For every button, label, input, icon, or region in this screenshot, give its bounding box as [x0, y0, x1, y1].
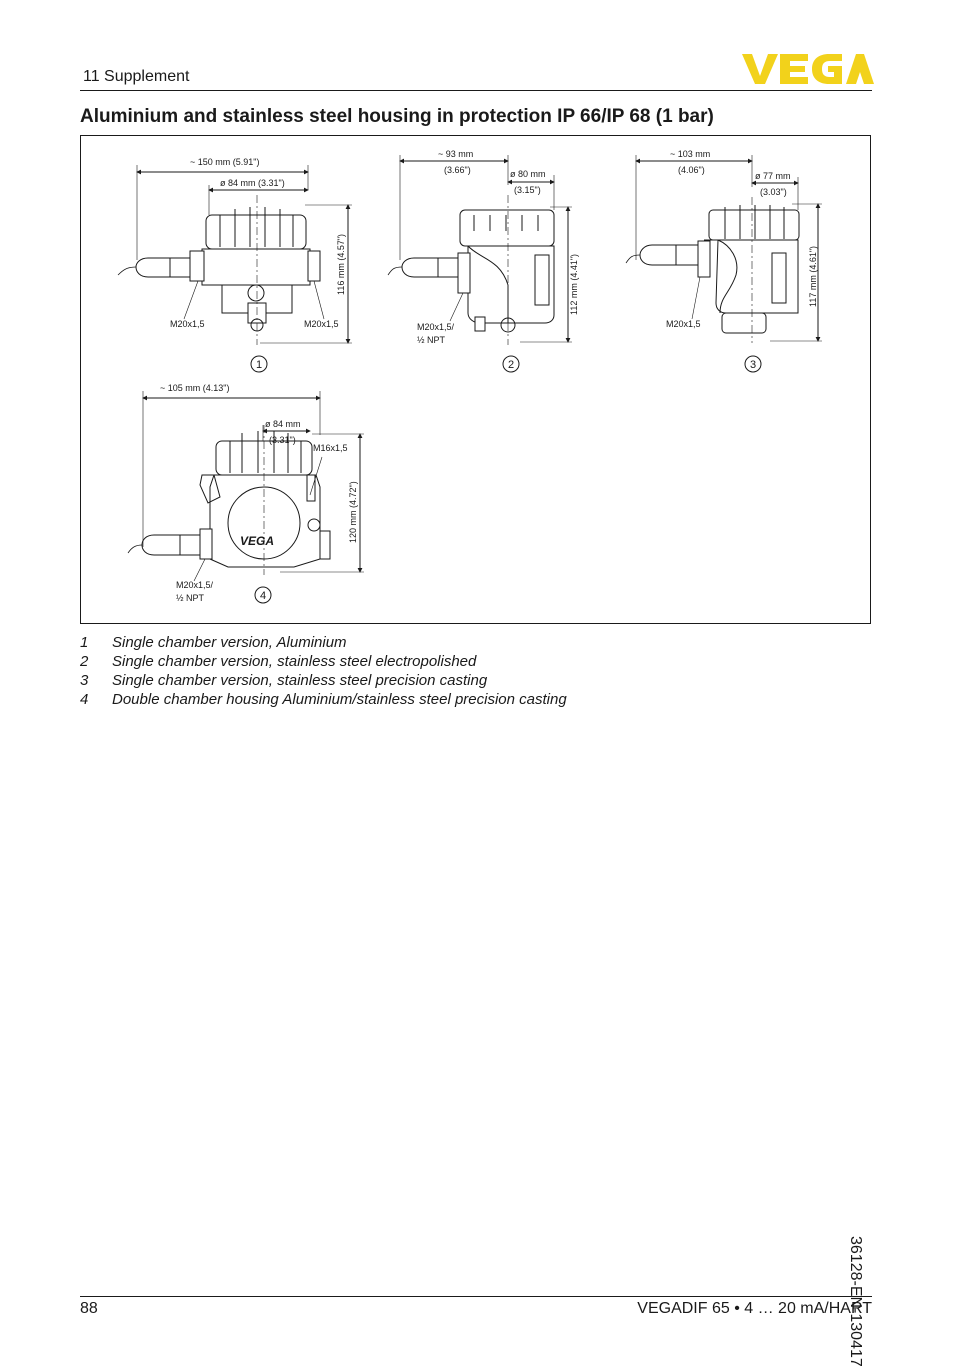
dim3-diameter: ø 77 mm [755, 171, 791, 181]
legend-text: Single chamber version, stainless steel precision casting [112, 672, 488, 689]
dim2-diameter-in: (3.15") [514, 185, 541, 195]
dim4-diameter-in: (3.31") [269, 435, 296, 445]
svg-text:3: 3 [749, 359, 757, 371]
legend-number: 4 [80, 691, 89, 708]
footer-product: VEGADIF 65 • 4 … 20 mA/HART [637, 1300, 872, 1317]
section-header: 11 Supplement [83, 68, 190, 85]
dim4-diameter: ø 84 mm [265, 419, 301, 429]
dim2-thread: M20x1,5/ [417, 322, 455, 332]
drawing-double-chamber-housing [128, 391, 364, 581]
legend-text: Single chamber version, Aluminium [112, 634, 347, 651]
legend-text: Double chamber housing Aluminium/stainless steel precision casting [112, 691, 567, 708]
dim1-thread-left: M20x1,5 [170, 319, 205, 329]
dim3-width-total: ~ 103 mm [670, 149, 711, 159]
svg-text:2: 2 [507, 359, 515, 371]
dim3-height: 117 mm (4.61") [808, 245, 818, 307]
dim3-thread: M20x1,5 [666, 319, 701, 329]
drawing-single-chamber-aluminium [118, 165, 352, 345]
dim4-width-total: ~ 105 mm (4.13") [160, 383, 230, 393]
housing-dimension-drawings [80, 135, 871, 624]
dim3-diameter-in: (3.03") [760, 187, 787, 197]
dim1-diameter: ø 84 mm (3.31") [220, 178, 285, 188]
dim2-width-total: ~ 93 mm [438, 149, 474, 159]
page-title: Aluminium and stainless steel housing in protection IP 66/IP 68 (1 bar) [80, 106, 714, 127]
svg-text:1: 1 [255, 359, 263, 371]
housing-vega-logo: VEGA [240, 534, 275, 548]
marker-4 [255, 587, 271, 603]
dim2-height: 112 mm (4.41") [569, 253, 579, 315]
dim4-thread-npt: ½ NPT [176, 593, 205, 603]
marker-1 [251, 356, 267, 372]
dim3-width-total-in: (4.06") [678, 165, 705, 175]
dim4-thread: M20x1,5/ [176, 580, 214, 590]
legend-number: 3 [80, 672, 89, 689]
legend-number: 1 [80, 634, 89, 651]
header-divider [80, 90, 872, 91]
drawing-single-chamber-stainless-electropolished [388, 155, 572, 345]
dim2-width-total-in: (3.66") [444, 165, 471, 175]
dim1-width-total: ~ 150 mm (5.91") [190, 157, 260, 167]
dim4-height: 120 mm (4.72") [348, 481, 358, 543]
dim1-thread-right: M20x1,5 [304, 319, 339, 329]
dim1-height: 116 mm (4.57") [336, 233, 346, 295]
drawing-single-chamber-stainless-precision [626, 155, 822, 343]
legend-number: 2 [80, 653, 89, 670]
marker-2 [503, 356, 519, 372]
legend-text: Single chamber version, stainless steel electropolished [112, 653, 477, 670]
dim2-thread-npt: ½ NPT [417, 335, 446, 345]
svg-text:4: 4 [259, 590, 267, 602]
page-number: 88 [80, 1300, 98, 1317]
document-code: 36128-EN-130417 [847, 1236, 864, 1367]
dim2-diameter: ø 80 mm [510, 169, 546, 179]
dim4-thread-top: M16x1,5 [313, 443, 348, 453]
footer-divider [80, 1296, 872, 1297]
marker-3 [745, 356, 761, 372]
vega-logo [742, 52, 874, 86]
